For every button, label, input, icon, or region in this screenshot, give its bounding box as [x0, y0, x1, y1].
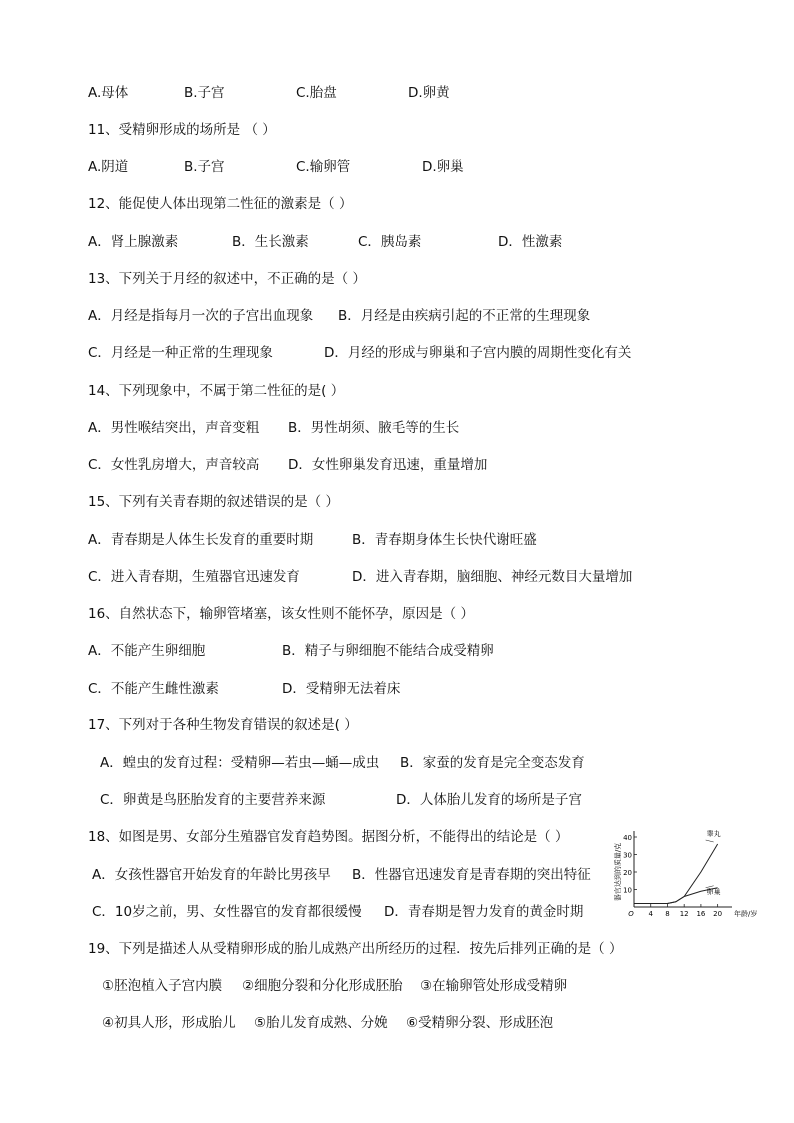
q16-option-b: B．精子与卵细胞不能结合成受精卵: [282, 643, 494, 659]
x-tick-label: 8: [665, 910, 670, 918]
q19-step-2: ②细胞分裂和分化形成胚胎: [242, 978, 403, 994]
q12-stem: 12、能促使人体出现第二性征的激素是（ ）: [88, 196, 353, 212]
q14-stem: 14、下列现象中，不属于第二性征的是( ）: [88, 383, 345, 399]
q13-option-d: D．月经的形成与卵巢和子宫内膜的周期性变化有关: [324, 345, 632, 361]
q17-option-a: A．蝗虫的发育过程：受精卵—若虫—蛹—成虫: [100, 755, 380, 771]
q11-stem: 11、受精卵形成的场所是 （ ）: [88, 122, 276, 138]
x-tick-label: 12: [679, 910, 689, 918]
y-axis-label: 器官达到的质量/克: [614, 842, 622, 902]
q10-option-a: A.母体: [88, 85, 129, 101]
q14-option-a: A．男性喉结突出，声音变粗: [88, 420, 260, 436]
q10-option-d: D.卵黄: [408, 85, 450, 101]
series-label-2: 卵巢: [706, 887, 721, 896]
q17-option-d: D．人体胎儿发育的场所是子宫: [396, 792, 582, 808]
q13-option-c: C．月经是一种正常的生理现象: [88, 345, 273, 361]
q19-step-1: ①胚泡植入子宫内膜: [102, 978, 223, 994]
q14-option-b: B．男性胡须、腋毛等的生长: [288, 420, 460, 436]
q19-step-5: ⑤胎儿发育成熟、分娩: [254, 1015, 388, 1031]
q17-option-b: B．家蚕的发育是完全变态发育: [400, 755, 585, 771]
q18-stem: 18、如图是男、女部分生殖器官发育趋势图。据图分析，不能得出的结论是（ ）: [88, 829, 569, 845]
q11-option-d: D.卵巢: [422, 159, 464, 175]
series-line-1: [634, 844, 718, 904]
q12-option-a: A．肾上腺激素: [88, 234, 179, 250]
q18-option-b: B．性器官迅速发育是青春期的突出特征: [352, 867, 591, 883]
q19-step-4: ④初具人形，形成胎儿: [102, 1015, 236, 1031]
q11-option-c: C.输卵管: [296, 159, 351, 175]
series-label-1: 睾丸: [706, 830, 721, 838]
y-tick-label: 40: [623, 834, 632, 842]
q15-option-d: D．进入青春期，脑细胞、神经元数目大量增加: [352, 569, 633, 585]
q15-option-a: A．青春期是人体生长发育的重要时期: [88, 532, 314, 548]
q13-stem: 13、下列关于月经的叙述中，不正确的是（ ）: [88, 271, 366, 287]
q17-option-c: C．卵黄是鸟胚胎发育的主要营养来源: [100, 792, 326, 808]
q10-option-b: B.子宫: [184, 85, 225, 101]
q10-option-c: C.胎盘: [296, 85, 337, 101]
q19-step-3: ③在输卵管处形成受精卵: [420, 978, 568, 994]
x-tick-label: 4: [648, 910, 653, 918]
y-tick-label: 30: [623, 851, 632, 860]
q12-option-b: B．生长激素: [232, 234, 309, 250]
q13-option-b: B．月经是由疾病引起的不正常的生理现象: [338, 308, 591, 324]
q15-stem: 15、下列有关青春期的叙述错误的是（ ）: [88, 494, 339, 510]
q15-option-c: C．进入青春期，生殖器官迅速发育: [88, 569, 300, 585]
q16-option-c: C．不能产生雌性激素: [88, 681, 219, 697]
y-tick-label: 20: [623, 869, 632, 877]
q15-option-b: B．青春期身体生长快代谢旺盛: [352, 532, 537, 548]
x-tick-label: 20: [713, 910, 723, 918]
q18-option-d: D．青春期是智力发育的黄金时期: [384, 904, 584, 920]
q11-option-b: B.子宫: [184, 159, 225, 175]
q19-step-6: ⑥受精卵分裂、形成胚泡: [406, 1015, 554, 1031]
series-line-2: [634, 888, 718, 904]
q13-option-a: A．月经是指每月一次的子宫出血现象: [88, 308, 314, 324]
q16-option-d: D．受精卵无法着床: [282, 681, 401, 697]
series-leader-1: [706, 840, 714, 842]
q16-stem: 16、自然状态下，输卵管堵塞，该女性则不能怀孕，原因是（ ）: [88, 606, 474, 622]
q16-option-a: A．不能产生卵细胞: [88, 643, 206, 659]
q14-option-d: D．女性卵巢发育迅速，重量增加: [288, 457, 488, 473]
y-tick-label: 10: [623, 886, 632, 895]
organ-growth-chart: [600, 822, 760, 922]
q12-option-d: D．性激素: [498, 234, 563, 250]
q18-option-a: A．女孩性器官开始发育的年龄比男孩早: [92, 867, 331, 883]
q11-option-a: A.阴道: [88, 159, 129, 175]
q18-option-c: C．10岁之前，男、女性器官的发育都很缓慢: [92, 904, 362, 920]
q14-option-c: C．女性乳房增大，声音较高: [88, 457, 260, 473]
x-axis-label: 年龄/岁: [734, 910, 758, 918]
x-tick-label: O: [628, 910, 634, 918]
q17-stem: 17、下列对于各种生物发育错误的叙述是( ）: [88, 717, 358, 733]
x-tick-label: 16: [696, 910, 706, 918]
q19-stem: 19、下列是描述人从受精卵形成的胎儿成熟产出所经历的过程．按先后排列正确的是（ ）: [88, 941, 623, 957]
q12-option-c: C．胰岛素: [358, 234, 422, 250]
